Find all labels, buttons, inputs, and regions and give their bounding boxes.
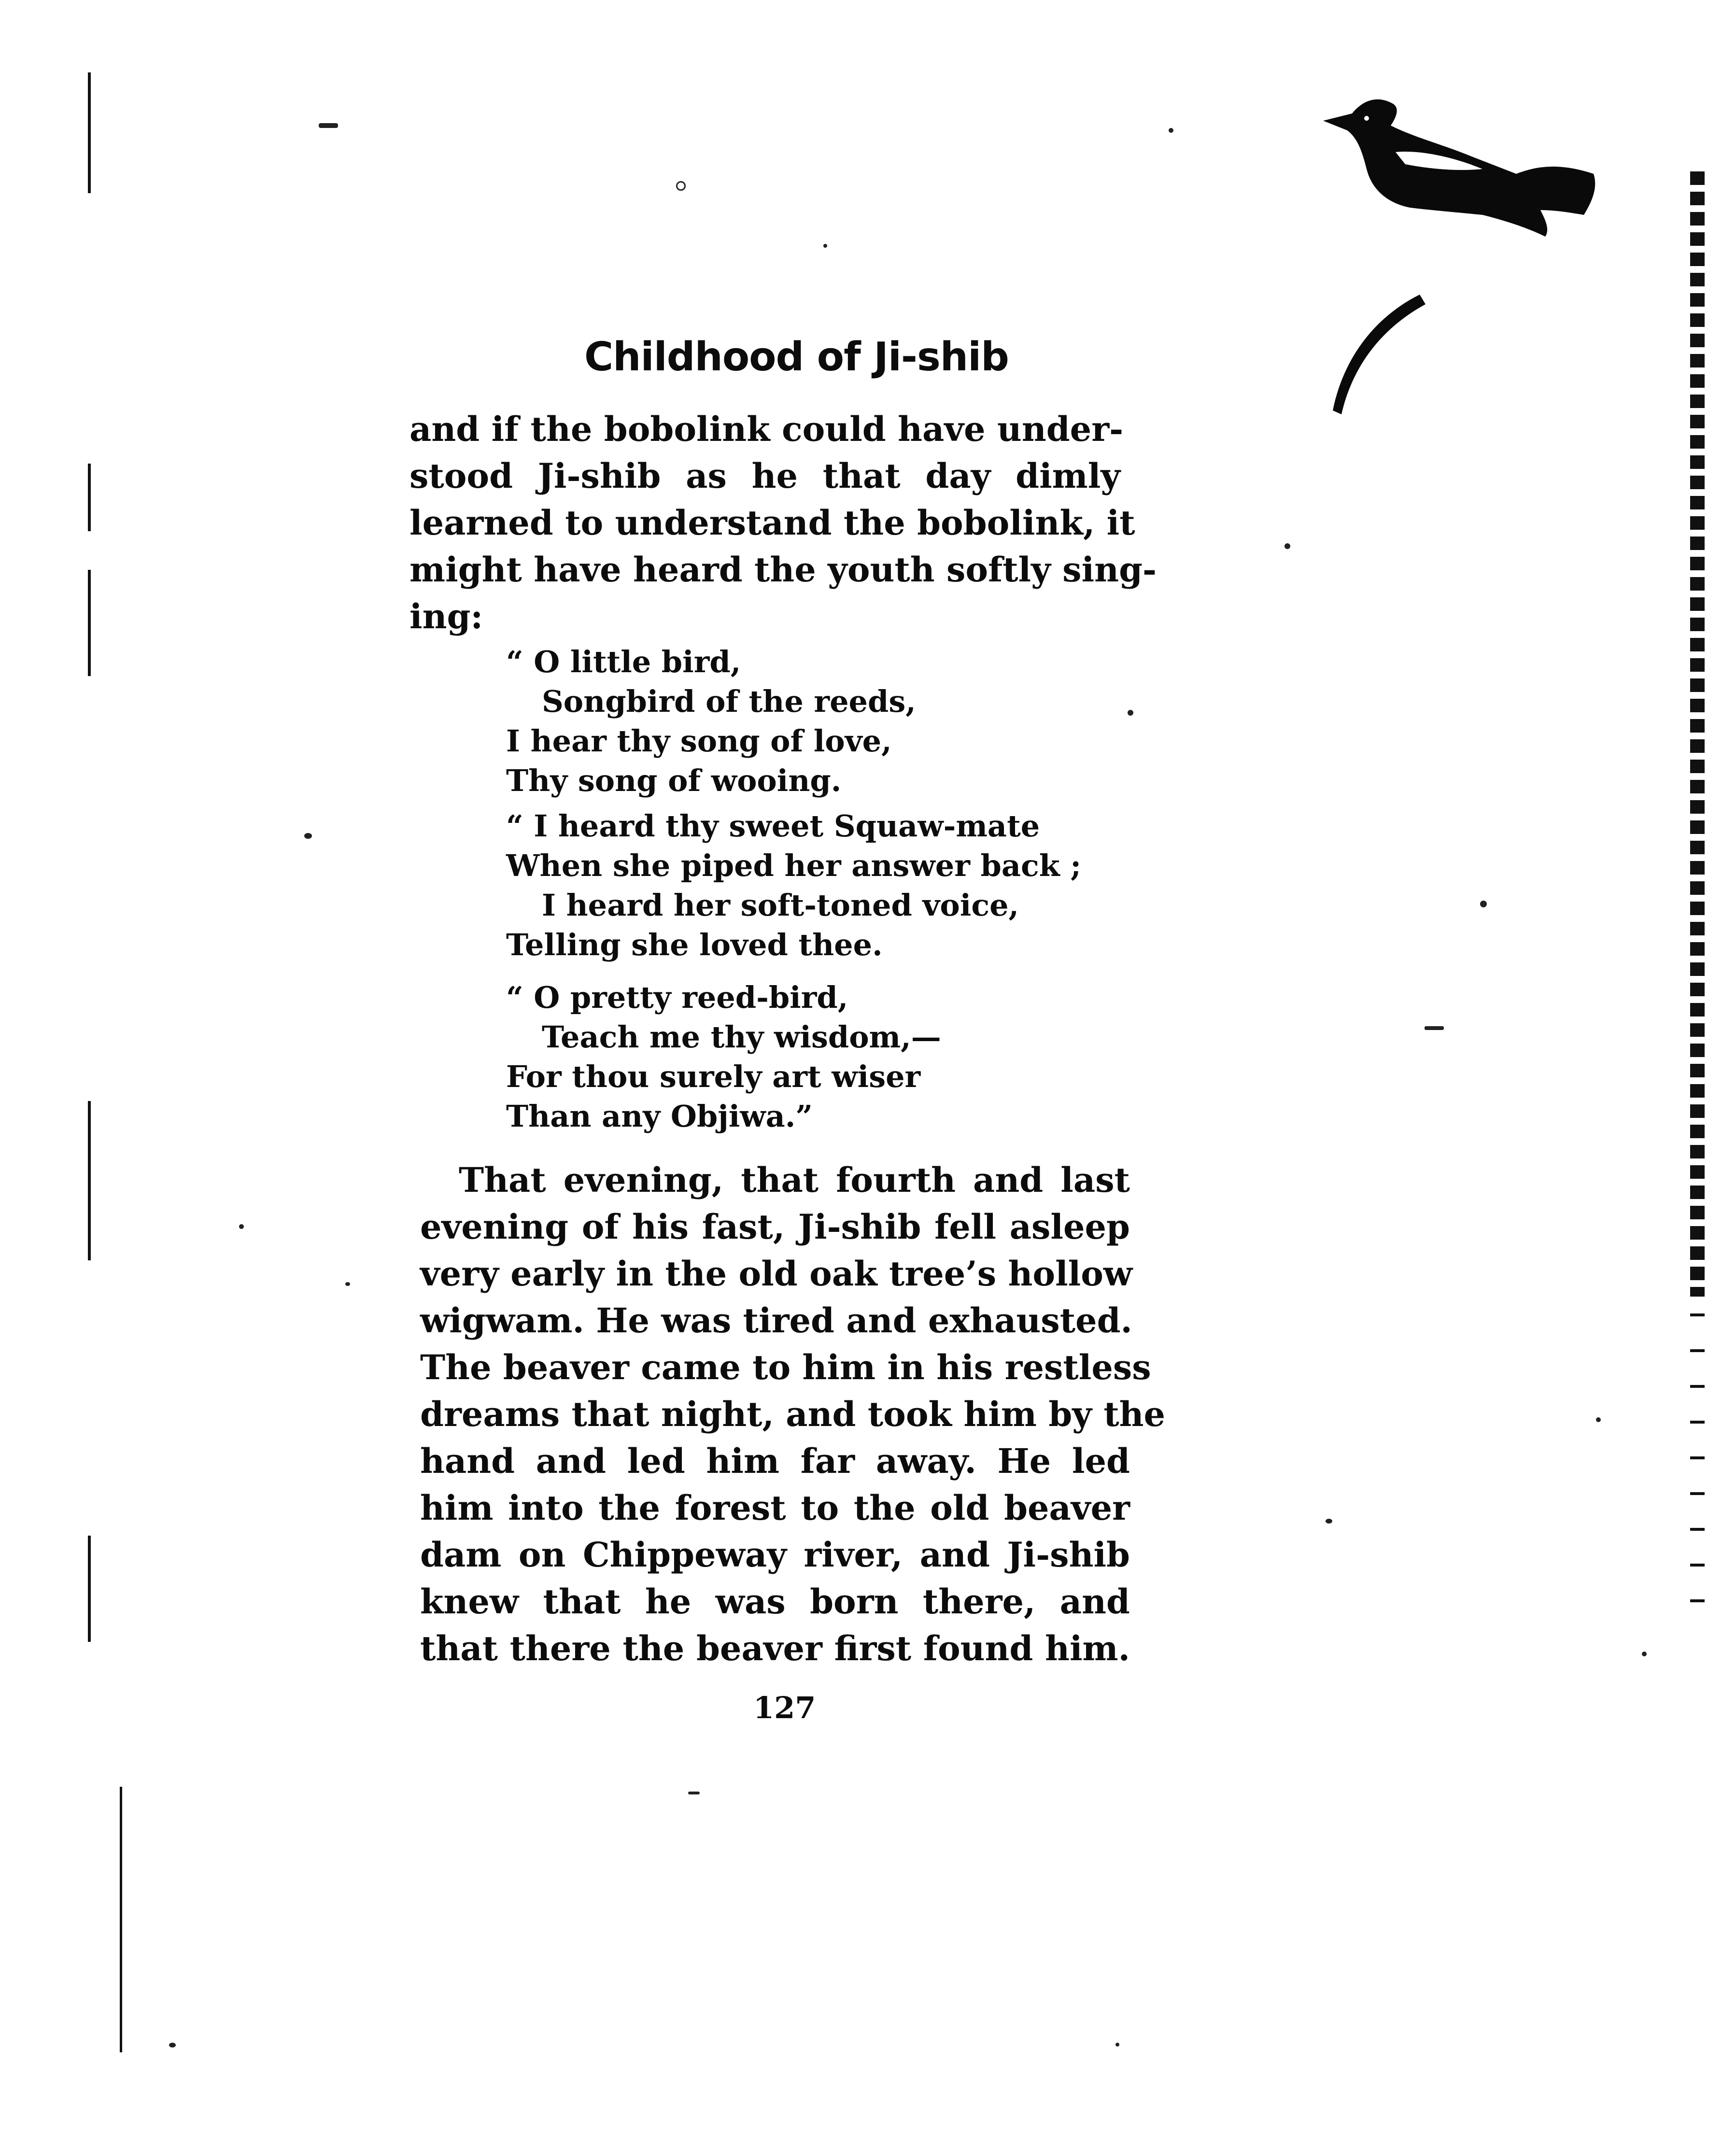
text-line: very early in the old oak tree’s hollow — [420, 1254, 1133, 1294]
text-line: and if the bobolink could have under- — [409, 409, 1124, 449]
running-header: Childhood of Ji-shib — [584, 334, 1009, 380]
text-line: him into the forest to the old beaver — [420, 1488, 1130, 1528]
poem-line: Telling she loved thee. — [506, 927, 883, 962]
page-number: 127 — [753, 1690, 816, 1725]
scan-speck — [1425, 1026, 1444, 1030]
poem-line: Songbird of the reeds, — [542, 684, 916, 719]
binding-mark-middle — [88, 570, 91, 676]
binding-mark-top — [88, 72, 91, 193]
scan-speck — [304, 833, 312, 839]
right-edge-stripe — [1690, 171, 1705, 1297]
scan-speck — [1115, 2043, 1119, 2047]
text-line: That evening, that fourth and last — [459, 1160, 1130, 1200]
text-line: learned to understand the bobolink, it — [409, 503, 1135, 543]
poem-stanza-3 — [506, 978, 941, 1136]
poem-line: I hear thy song of love, — [506, 723, 892, 759]
poem-line: I heard her soft-toned voice, — [542, 888, 1019, 923]
scan-speck — [1284, 543, 1290, 549]
text-line: evening of his fast, Ji-shib fell asleep — [420, 1207, 1130, 1247]
scan-speck — [1642, 1652, 1647, 1656]
bird-silhouette-icon — [1313, 92, 1603, 420]
poem-line: Teach me thy wisdom,— — [542, 1019, 941, 1055]
scan-speck — [676, 181, 686, 191]
scan-speck — [688, 1792, 700, 1794]
scan-speck — [319, 123, 338, 128]
binding-mark-foot — [120, 1787, 122, 2052]
scan-speck — [1596, 1417, 1601, 1422]
right-edge-dashes — [1690, 1313, 1705, 1623]
prose-paragraph-top — [409, 406, 1157, 640]
scan-speck — [345, 1282, 350, 1286]
text-line: knew that he was born there, and — [420, 1581, 1130, 1622]
poem-line: When she piped her answer back ; — [506, 848, 1082, 883]
poem-line: Thy song of wooing. — [506, 763, 842, 798]
text-line: The beaver came to him in his restless — [420, 1347, 1151, 1387]
prose-paragraph-bottom — [420, 1157, 1166, 1672]
text-line: that there the beaver first found him. — [420, 1628, 1130, 1668]
scan-speck — [1169, 128, 1173, 133]
scan-speck — [169, 2043, 176, 2047]
binding-mark-bottom — [88, 1536, 91, 1642]
text-line: hand and led him far away. He led — [420, 1441, 1130, 1481]
scan-speck — [823, 244, 827, 248]
poem-line: Than any Objiwa.” — [506, 1099, 813, 1134]
binding-mark-upper — [88, 464, 91, 531]
scan-speck — [1480, 901, 1487, 907]
poem-line: “ O little bird, — [506, 644, 741, 679]
scan-speck — [1326, 1519, 1332, 1524]
text-line: might have heard the youth softly sing- — [409, 550, 1157, 590]
poem-line: “ O pretty reed-bird, — [506, 980, 848, 1015]
text-line: ing: — [409, 596, 483, 636]
scan-speck — [239, 1224, 244, 1229]
text-line: dreams that night, and took him by the — [420, 1394, 1166, 1434]
text-line: stood Ji-shib as he that day dimly — [409, 456, 1120, 496]
scan-speck — [1128, 710, 1133, 716]
poem-stanza-2 — [506, 806, 1081, 965]
poem-line: “ I heard thy sweet Squaw-mate — [506, 808, 1040, 844]
poem-line: For thou surely art wiser — [506, 1059, 921, 1094]
poem-stanza-1 — [506, 642, 916, 801]
text-line: dam on Chippeway river, and Ji-shib — [420, 1535, 1130, 1575]
binding-mark-lower — [88, 1101, 91, 1260]
text-line: wigwam. He was tired and exhausted. — [420, 1300, 1132, 1341]
